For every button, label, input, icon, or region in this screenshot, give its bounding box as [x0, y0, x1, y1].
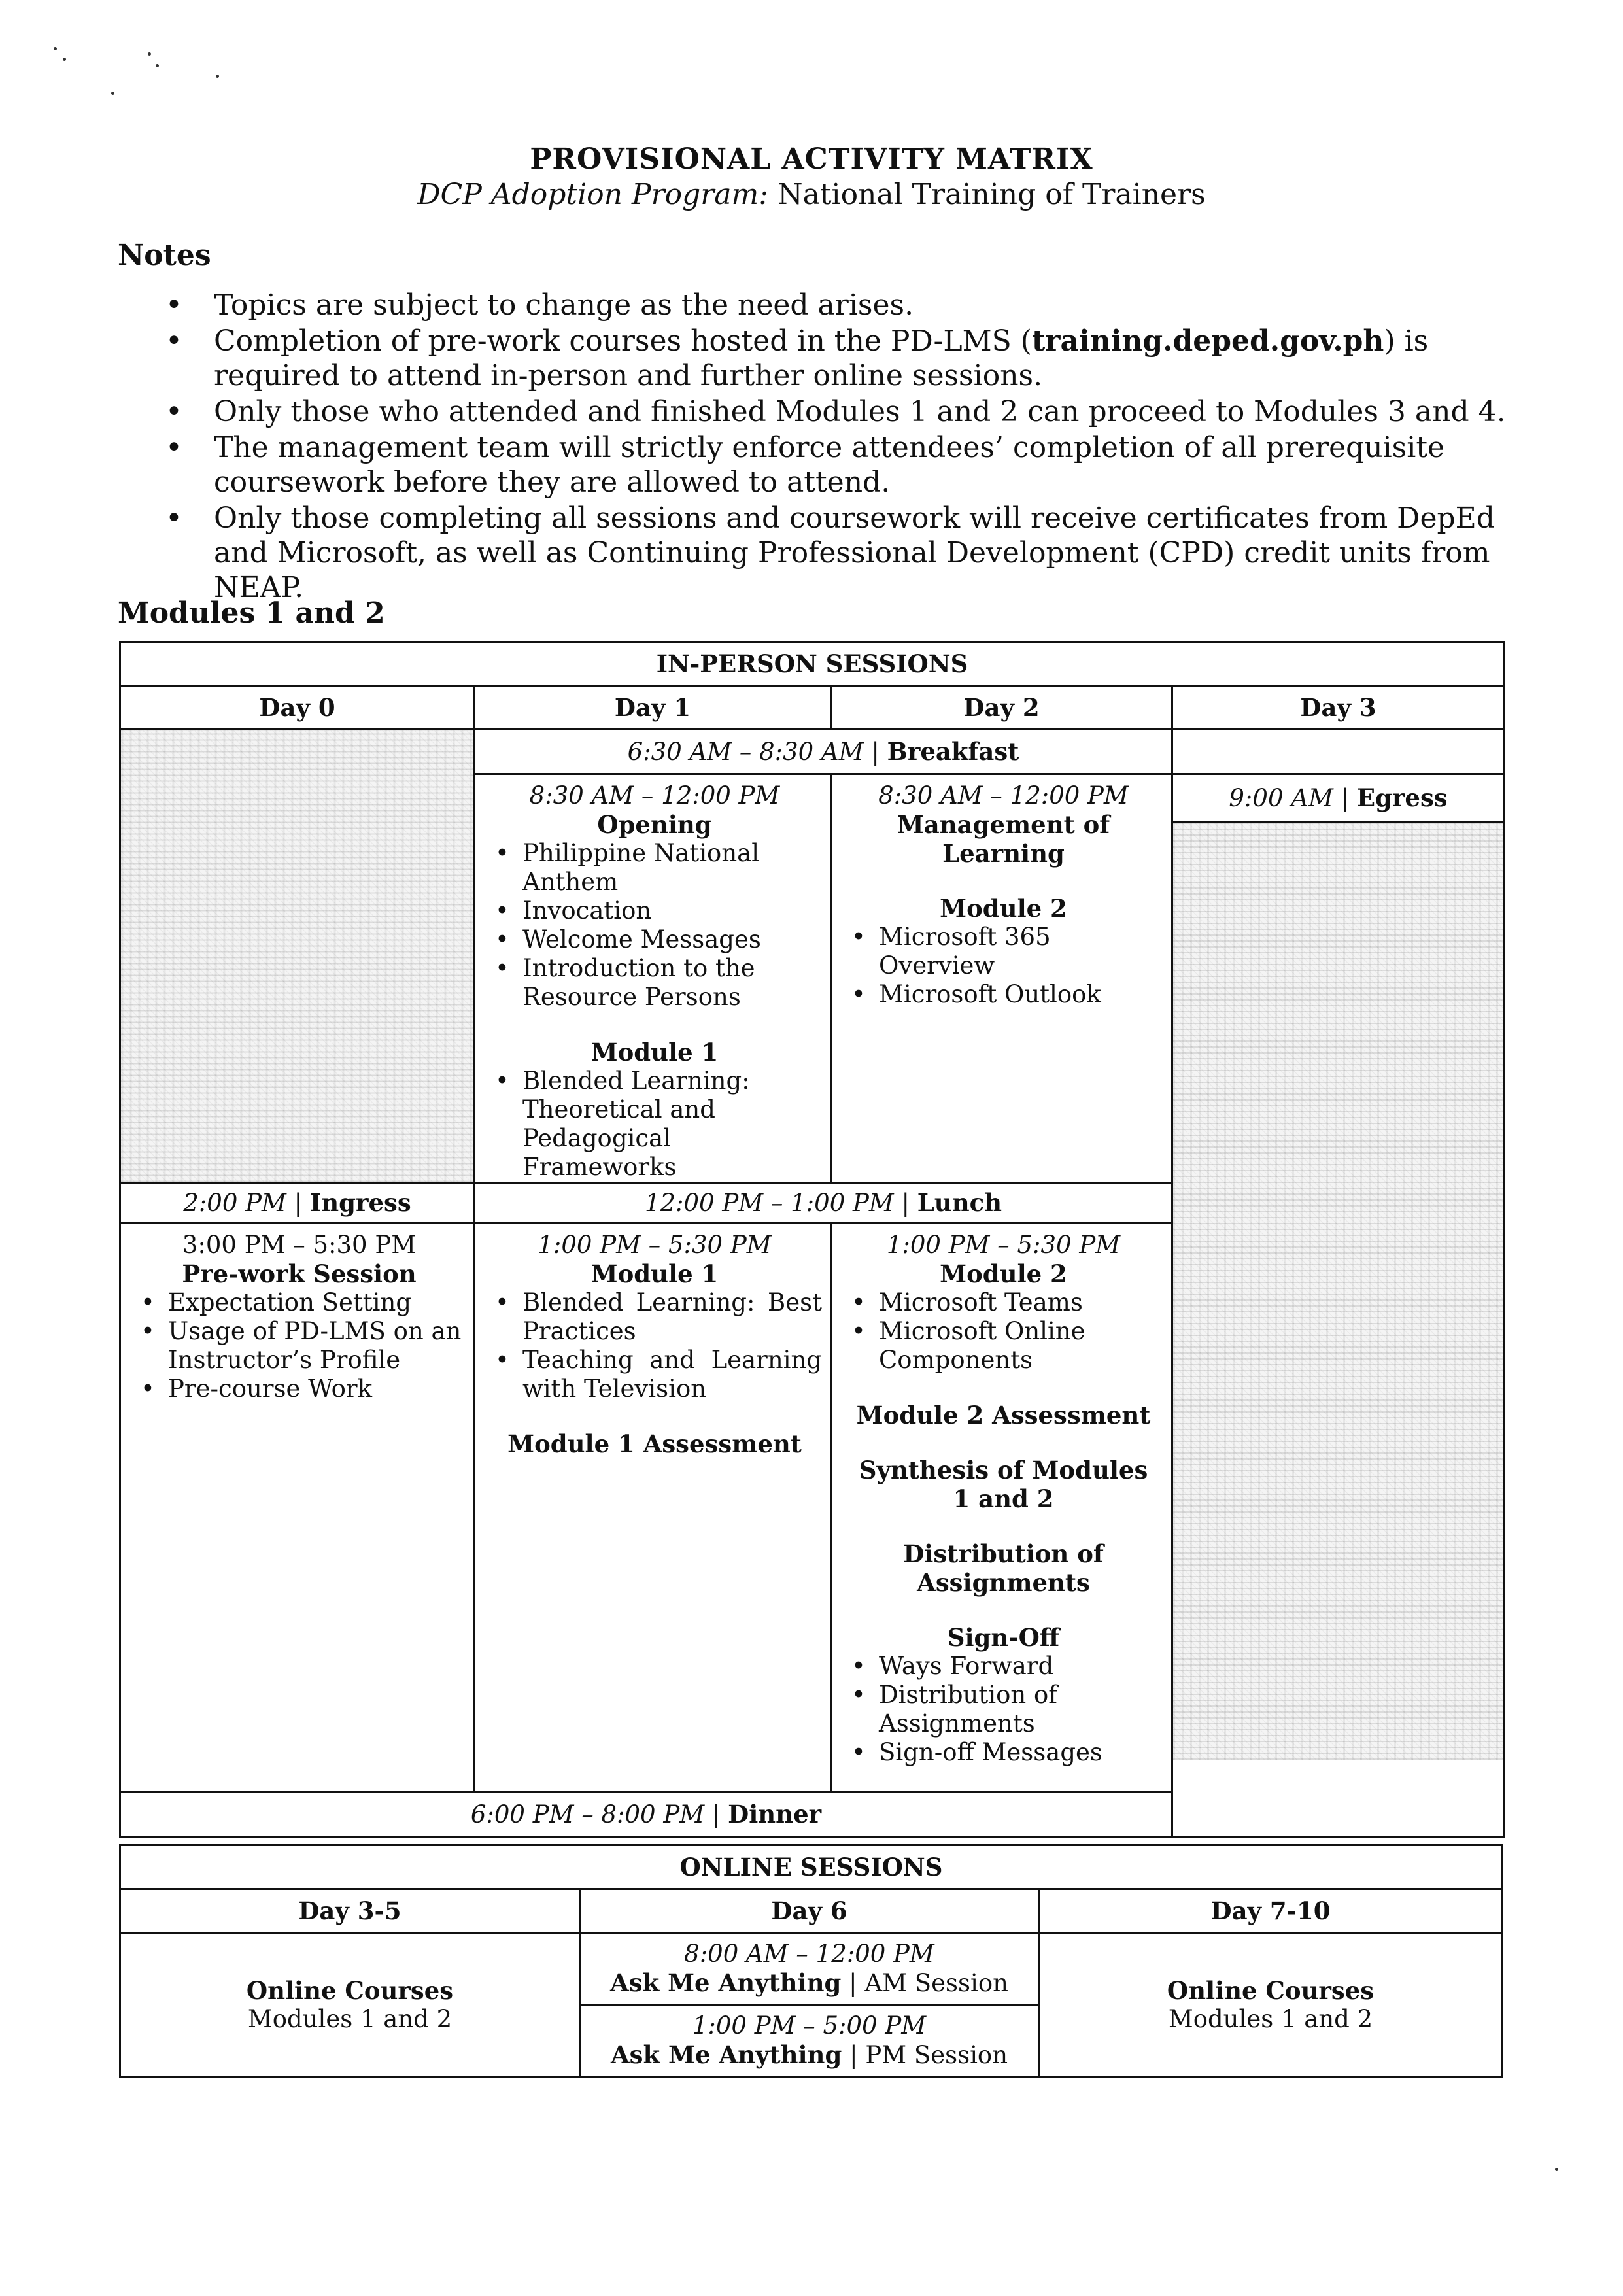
list-item: • Microsoft Teams — [844, 1288, 1163, 1317]
module-heading: Module 2 — [940, 894, 1067, 923]
day3-column — [1172, 774, 1505, 1837]
am-session-label: AM Session — [864, 1969, 1008, 1997]
online-courses-sub: Modules 1 and 2 — [1168, 2004, 1373, 2033]
session-time: 1:00 PM – 5:30 PM — [538, 1231, 772, 1259]
online-courses-title: Online Courses — [246, 1976, 454, 2005]
day-header: Day 1 — [475, 686, 831, 730]
egress-time: 9:00 AM — [1229, 784, 1333, 812]
ama-label: Ask Me Anything — [610, 2040, 842, 2069]
list-item: • Usage of PD-LMS on an Instructor’s Profile — [133, 1317, 466, 1375]
online-courses-left — [120, 1933, 580, 2077]
in-person-title: IN-PERSON SESSIONS — [120, 642, 1505, 686]
separator: | — [893, 1189, 917, 1217]
list-item: • Philippine National Anthem — [487, 839, 822, 897]
signoff-heading: Sign-Off — [947, 1623, 1060, 1652]
subtitle-program: DCP Adoption Program: — [417, 178, 769, 211]
dinner-label: Dinner — [728, 1800, 822, 1828]
session-time: 1:00 PM – 5:30 PM — [886, 1231, 1121, 1259]
note-item: • Only those completing all sessions and coursework will receive certificates from DepEd and Microsoft, as well as Continuing Professional Development (CPD) credit units from NEAP. — [160, 501, 1514, 605]
ama-am-cell — [580, 1933, 1039, 2005]
day0-redacted-block — [120, 730, 475, 1183]
day1-afternoon-cell — [475, 1224, 831, 1792]
list-item: • Microsoft 365 Overview — [844, 923, 1163, 980]
list-item: • Ways Forward — [844, 1652, 1163, 1681]
separator: | — [863, 738, 887, 766]
breakfast-row — [475, 730, 1172, 774]
modules-heading: Modules 1 and 2 — [118, 596, 385, 630]
note-item: • Topics are subject to change as the need arises. — [160, 288, 1514, 322]
assessment-label: Module 1 Assessment — [507, 1430, 802, 1458]
session-time: 8:00 AM – 12:00 PM — [684, 1940, 934, 1968]
page-title: PROVISIONAL ACTIVITY MATRIX — [530, 143, 1093, 176]
list-item: • Expectation Setting — [133, 1288, 466, 1317]
lunch-row — [475, 1183, 1172, 1224]
session-heading: Management of Learning — [897, 810, 1110, 868]
list-item: • Distribution of Assignments — [844, 1681, 1163, 1738]
day0-afternoon-cell — [120, 1224, 475, 1792]
ama-pm-cell — [580, 2005, 1039, 2077]
note-item: • Only those who attended and finished Modules 1 and 2 can proceed to Modules 3 and 4. — [160, 394, 1514, 429]
day1-morning-cell — [475, 774, 831, 1183]
list-item: • Microsoft Online Components — [844, 1317, 1163, 1375]
online-table — [119, 1844, 1503, 2078]
scan-speck — [63, 58, 66, 61]
separator: | — [841, 1969, 865, 1997]
session-heading: Pre-work Session — [182, 1259, 417, 1288]
separator: | — [842, 2041, 866, 2069]
notes-heading: Notes — [118, 239, 211, 272]
day-header: Day 6 — [580, 1889, 1039, 1933]
note-item: • The management team will strictly enforce attendees’ completion of all prerequisite coursework before they are allowed to attend. — [160, 430, 1514, 500]
breakfast-label: Breakfast — [887, 737, 1019, 766]
day3-redacted-block — [1173, 823, 1503, 1760]
note-item — [160, 324, 1514, 393]
day-header: Day 7-10 — [1039, 1889, 1503, 1933]
list-item: • Blended Learning: Theoretical and Pedagogical Frameworks — [487, 1067, 822, 1182]
ingress-label: Ingress — [309, 1188, 411, 1217]
day-header: Day 3 — [1172, 686, 1505, 730]
dinner-time: 6:00 PM – 8:00 PM — [470, 1800, 705, 1828]
online-title: ONLINE SESSIONS — [120, 1845, 1503, 1889]
dinner-row — [120, 1792, 1172, 1837]
separator: | — [1333, 784, 1357, 812]
ama-pm-line — [581, 2040, 1038, 2070]
subtitle-rest: National Training of Trainers — [768, 178, 1206, 211]
ingress-time: 2:00 PM — [183, 1189, 286, 1217]
ama-label: Ask Me Anything — [610, 1968, 842, 1997]
day-header: Day 0 — [120, 686, 475, 730]
list-item: • Microsoft Outlook — [844, 980, 1163, 1009]
lunch-time: 12:00 PM – 1:00 PM — [644, 1189, 894, 1217]
egress-label: Egress — [1356, 783, 1448, 812]
list-item: • Blended Learning: Best Practices — [487, 1288, 822, 1346]
day2-afternoon-cell — [831, 1224, 1172, 1792]
session-heading: Module 1 — [590, 1259, 719, 1288]
session-time: 8:30 AM – 12:00 PM — [529, 781, 780, 810]
list-item: • Pre-course Work — [133, 1375, 466, 1403]
scan-speck — [156, 64, 159, 67]
egress-row — [1173, 775, 1503, 823]
module-heading: Module 1 — [590, 1038, 719, 1067]
page-subtitle — [0, 178, 1623, 211]
scan-speck — [111, 92, 114, 95]
session-heading: Module 2 — [940, 1259, 1067, 1288]
list-item: • Teaching and Learning with Television — [487, 1346, 822, 1403]
list-item: • Introduction to the Resource Persons — [487, 954, 822, 1012]
notes-list — [160, 288, 1514, 606]
list-item: • Welcome Messages — [487, 925, 822, 954]
ama-am-line — [581, 1968, 1038, 1998]
assessment-label: Module 2 Assessment — [856, 1401, 1151, 1430]
distribution-label: Distribution of Assignments — [903, 1539, 1104, 1597]
lunch-label: Lunch — [917, 1188, 1002, 1217]
day-header: Day 3-5 — [120, 1889, 580, 1933]
day2-morning-cell — [831, 774, 1172, 1183]
session-heading: Opening — [597, 810, 712, 839]
separator: | — [286, 1189, 310, 1217]
scan-speck — [54, 47, 57, 50]
in-person-table — [119, 641, 1505, 1838]
online-courses-right — [1039, 1933, 1503, 2077]
session-time: 8:30 AM – 12:00 PM — [878, 781, 1129, 810]
note-item-text: ) is required to attend in-person and further online sessions. — [214, 324, 1429, 392]
online-courses-title: Online Courses — [1167, 1976, 1375, 2005]
separator: | — [704, 1800, 728, 1828]
ingress-row — [120, 1183, 475, 1224]
session-time: 1:00 PM – 5:00 PM — [692, 2012, 927, 2040]
list-item: • Sign-off Messages — [844, 1738, 1163, 1767]
note-item-text: Completion of pre-work courses hosted in the PD-LMS ( — [214, 324, 1032, 358]
day3-blank — [1172, 730, 1505, 774]
session-time: 3:00 PM – 5:30 PM — [182, 1231, 417, 1259]
scan-speck — [1555, 2168, 1558, 2171]
pm-session-label: PM Session — [865, 2041, 1008, 2069]
lms-url: training.deped.gov.ph — [1031, 324, 1384, 358]
synthesis-label: Synthesis of Modules 1 and 2 — [859, 1456, 1148, 1513]
scan-speck — [216, 75, 219, 78]
breakfast-time: 6:30 AM – 8:30 AM — [627, 738, 864, 766]
online-courses-sub: Modules 1 and 2 — [247, 2004, 453, 2033]
day-header: Day 2 — [831, 686, 1172, 730]
scan-speck — [148, 52, 151, 56]
list-item: • Invocation — [487, 897, 822, 925]
